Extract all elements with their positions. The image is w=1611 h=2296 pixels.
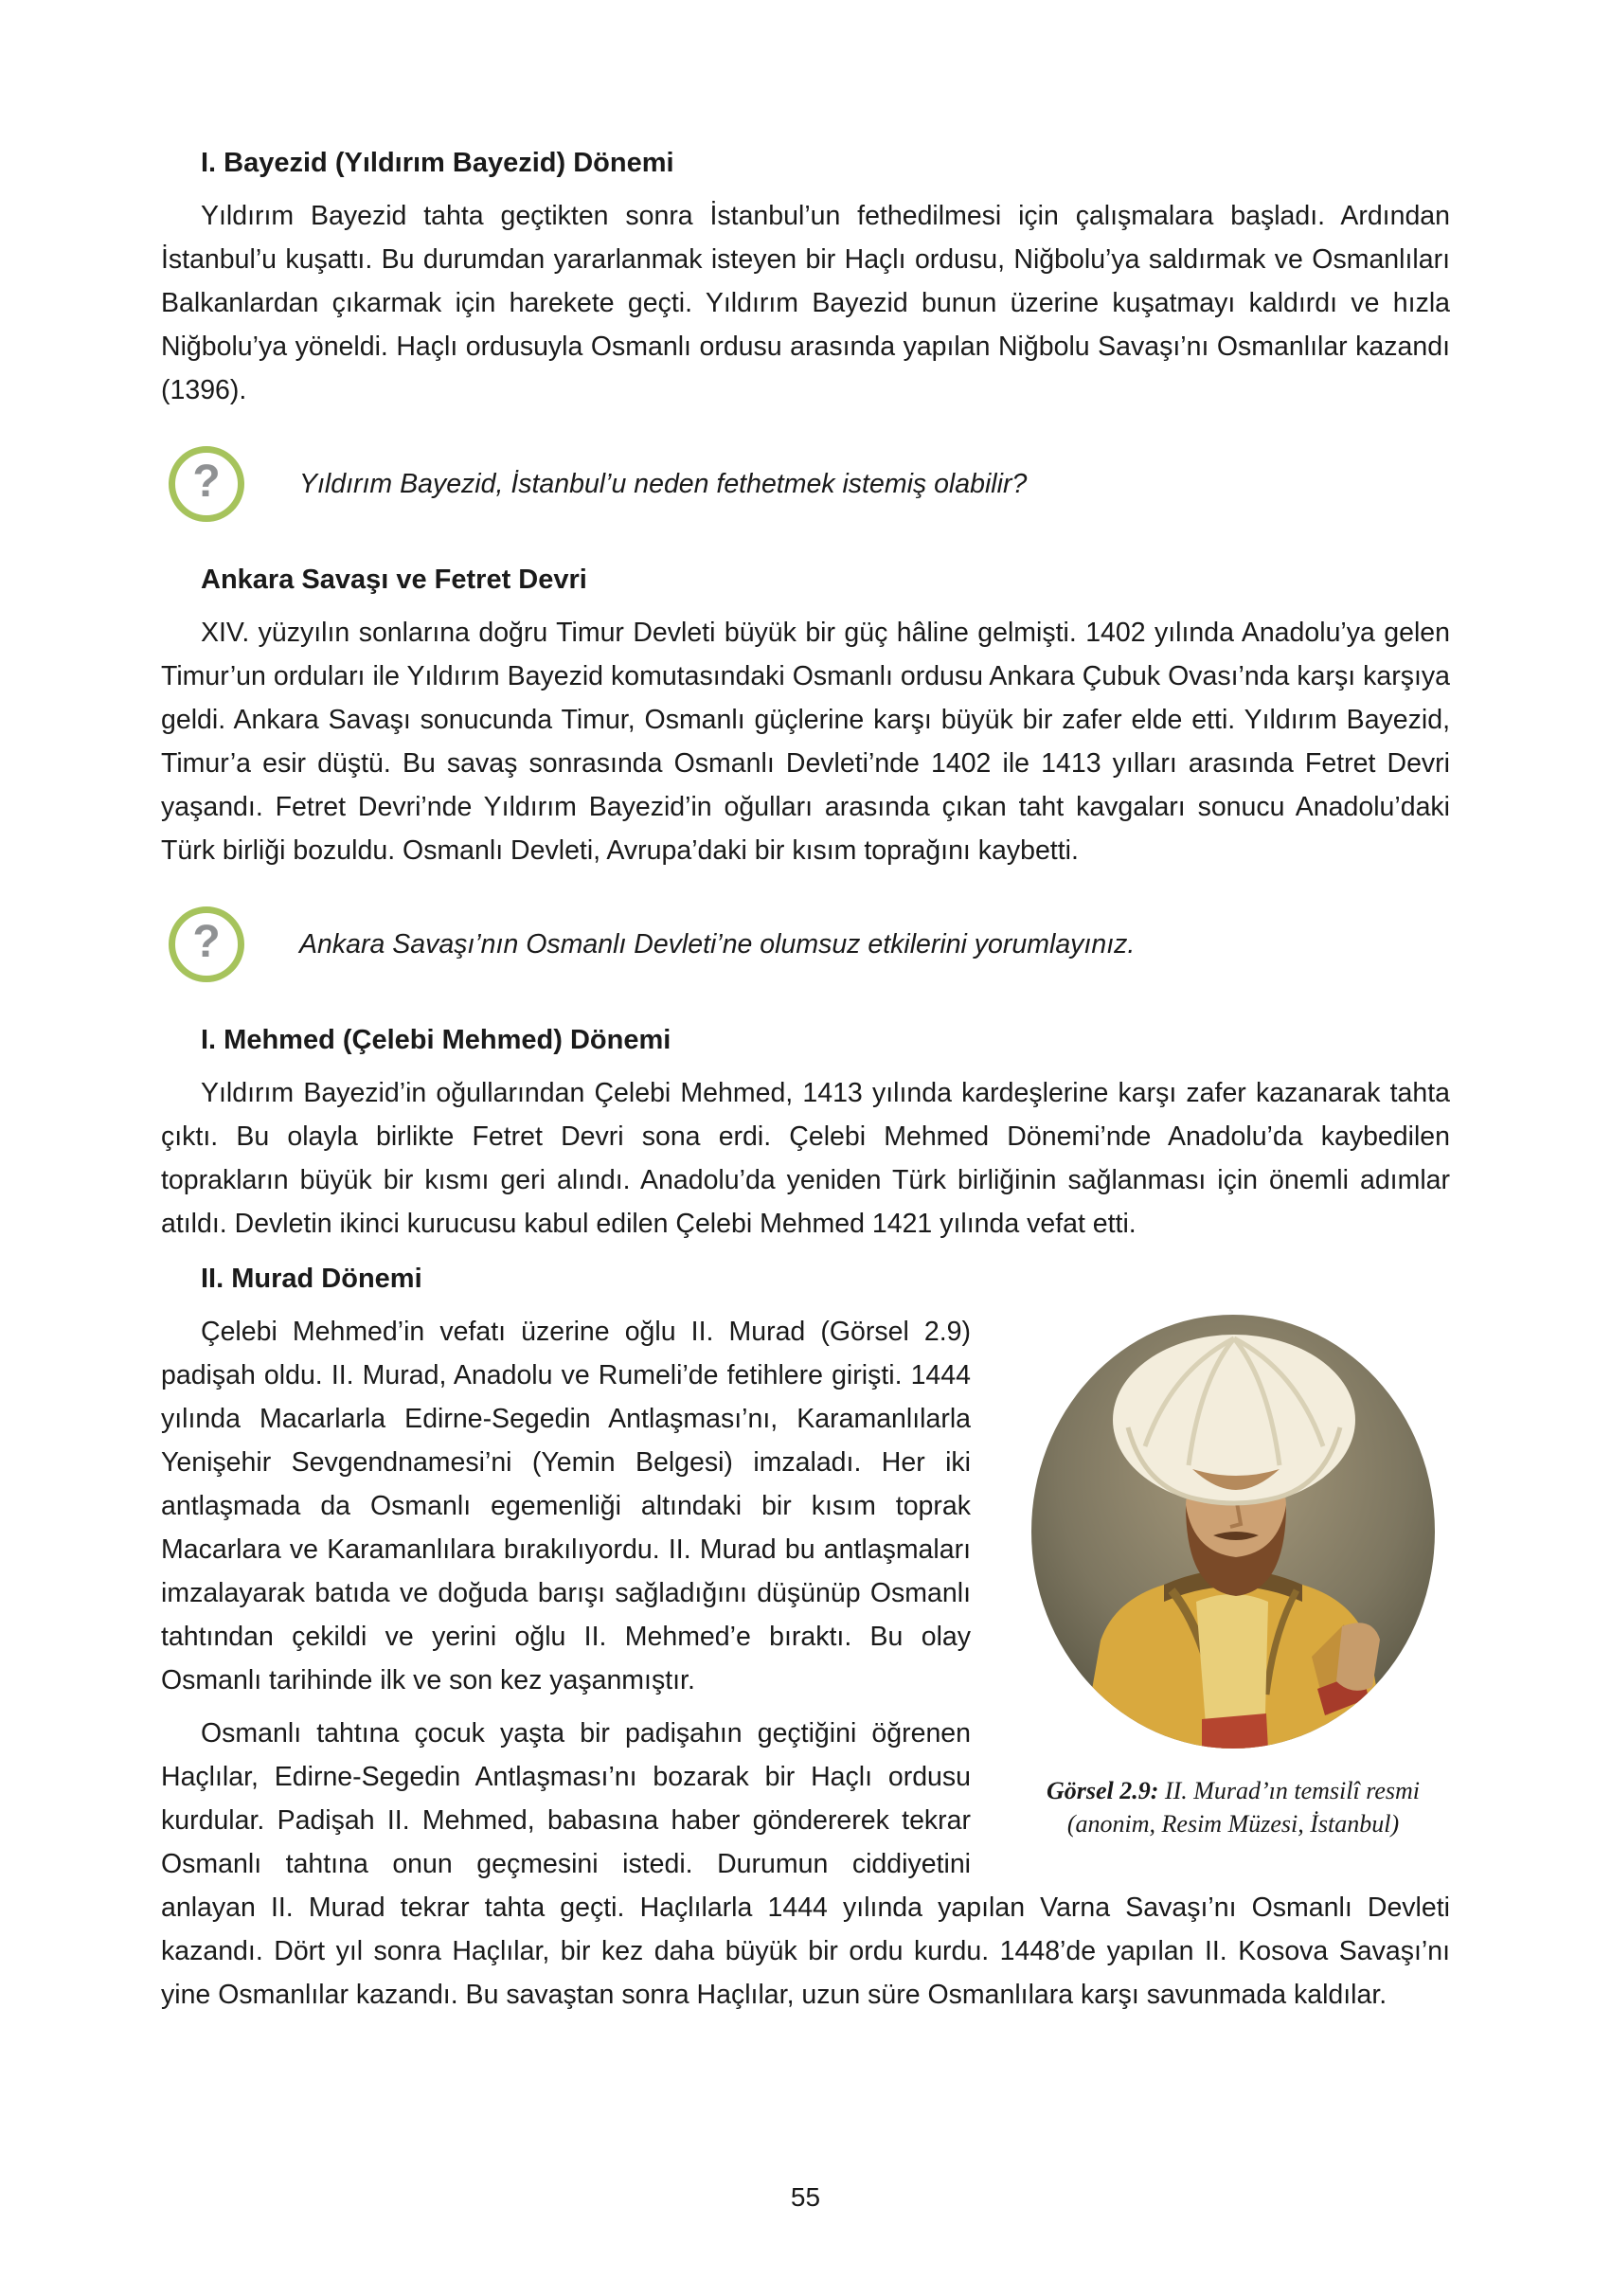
portrait-of-ii-murad-image — [1029, 1314, 1437, 1749]
paragraph-mehmed: Yıldırım Bayezid’in oğullarından Çelebi Mehmed, 1413 yılında kardeşlerine karşı zafer kazanarak tahta çıktı. Bu olayla birlikte Fetret Devri sona erdi. Çelebi Mehmed Dönemi’nde Anadolu’da kaybedilen toprakların büyük bir kısmı geri alındı. Anadolu’da yeniden Türk birliğinin sağlanması için önemli adımlar atıldı. Devletin ikinci kurucusu kabul edilen Çelebi Mehmed 1421 yılında vefat etti. — [161, 1078, 1450, 1239]
figure-gorsel-2-9 — [1016, 1314, 1450, 1840]
paragraph-ii-murad-2: Osmanlı tahtına çocuk yaşta bir padişahın geçtiğini öğrenen Haçlılar, Edirne-Segedin Antlaşması’nı bozarak bir Haçlı ordusu kurdular. Padişah II. Mehmed, babasına haber göndererek tekrar Osmanlı tahtına onun geçmesini istedi. Durumun ciddiyetini anlayan II. Murad tekrar tahta geçti. Haçlılarla 1444 yılında yapılan Varna Savaşı’nı Osmanlı Devleti kazandı. Dört yıl sonra Haçlılar, bir kez daha büyük bir ordu kurdu. 1448’de yapılan II. Kosova Savaşı’nı yine Osmanlılar kazandı. Bu savaştan sonra Haçlılar, uzun süre Osmanlılara karşı savunmada kaldılar. — [161, 1718, 1450, 2010]
section-heading-bayezid: I. Bayezid (Yıldırım Bayezid) Dönemi — [201, 148, 674, 178]
section-heading-ii-murad: II. Murad Dönemi — [201, 1264, 422, 1294]
question-box-2 — [161, 906, 1450, 982]
section-mehmed — [161, 1024, 1450, 1246]
paragraph-ankara-savasi: XIV. yüzyılın sonlarına doğru Timur Devleti büyük bir güç hâline gelmişti. 1402 yılında Anadolu’ya gelen Timur’un orduları ile Yıldırım Bayezid komutasındaki Osmanlı ordusu Ankara Çubuk Ovası’nda karşı karşıya geldi. Ankara Savaşı sonucunda Timur, Osmanlı güçlerine karşı büyük bir zafer elde etti. Yıldırım Bayezid, Timur’a esir düştü. Bu savaş sonrasında Osmanlı Devleti’nde 1402 ile 1413 yılları arasında Fetret Devri yaşandı. Fetret Devri’nde Yıldırım Bayezid’in oğulları arasında çıkan taht kavgaları sonucu Anadolu’daki Türk birliği bozuldu. Osmanlı Devleti, Avrupa’daki bir kısım toprağını kaybetti. — [161, 618, 1450, 866]
question-box-1 — [161, 446, 1450, 522]
question-text-2: Ankara Savaşı’nın Osmanlı Devleti’ne olumsuz etkilerini yorumlayınız. — [299, 929, 1136, 960]
question-text-1: Yıldırım Bayezid, İstanbul’u neden fethetmek istemiş olabilir? — [299, 469, 1028, 499]
figure-caption-text: II. Murad’ın temsilî resmi (anonim, Resim Müzesi, İstanbul) — [1066, 1777, 1421, 1838]
section-heading-ankara-savasi: Ankara Savaşı ve Fetret Devri — [201, 565, 587, 595]
figure-caption-label: Görsel 2.9: — [1046, 1777, 1159, 1804]
question-mark-icon — [169, 906, 244, 982]
section-heading-mehmed: I. Mehmed (Çelebi Mehmed) Dönemi — [201, 1025, 671, 1055]
section-ankara-savasi — [161, 564, 1450, 872]
section-ii-murad — [161, 1263, 1450, 2017]
question-mark-glyph: ? — [192, 457, 221, 507]
paragraph-ii-murad-1: Çelebi Mehmed’in vefatı üzerine oğlu II. Murad (Görsel 2.9) padişah oldu. II. Murad, Anadolu ve Rumeli’de fetihlere girişti. 1444 yılında Macarlarla Edirne-Segedin Antlaşması’nı, Karamanlılarla Yenişehir Sevgendnamesi’ni (Yemin Belgesi) imzaladı. Her iki antlaşmada da Osmanlı egemenliği altındaki bir kısım toprak Macarlara ve Karamanlılara bırakılıyordu. II. Murad bu antlaşmaları imzalayarak batıda ve doğuda barışı sağladığını düşünüp Osmanlı tahtından çekildi ve yerini oğlu II. Mehmed’e bıraktı. Bu olay Osmanlı tarihinde ilk ve son kez yaşanmıştır. — [161, 1317, 971, 1695]
paragraph-bayezid: Yıldırım Bayezid tahta geçtikten sonra İstanbul’un fethedilmesi için çalışmalara başladı. Ardından İstanbul’u kuşattı. Bu durumdan yararlanmak isteyen bir Haçlı ordusu, Niğbolu’ya saldırmak ve Osmanlıları Balkanlardan çıkarmak için harekete geçti. Yıldırım Bayezid bunun üzerine kuşatmayı kaldırdı ve hızla Niğbolu’ya yöneldi. Haçlı ordusuyla Osmanlı ordusu arasında yapılan Niğbolu Savaşı’nı Osmanlılar kazandı (1396). — [161, 201, 1450, 405]
section-bayezid — [161, 147, 1450, 412]
question-mark-icon — [169, 446, 244, 522]
question-mark-glyph: ? — [192, 917, 221, 967]
ii-murad-text-flow — [161, 1310, 1450, 2017]
figure-caption — [1016, 1774, 1450, 1840]
page-number: 55 — [790, 2182, 821, 2212]
